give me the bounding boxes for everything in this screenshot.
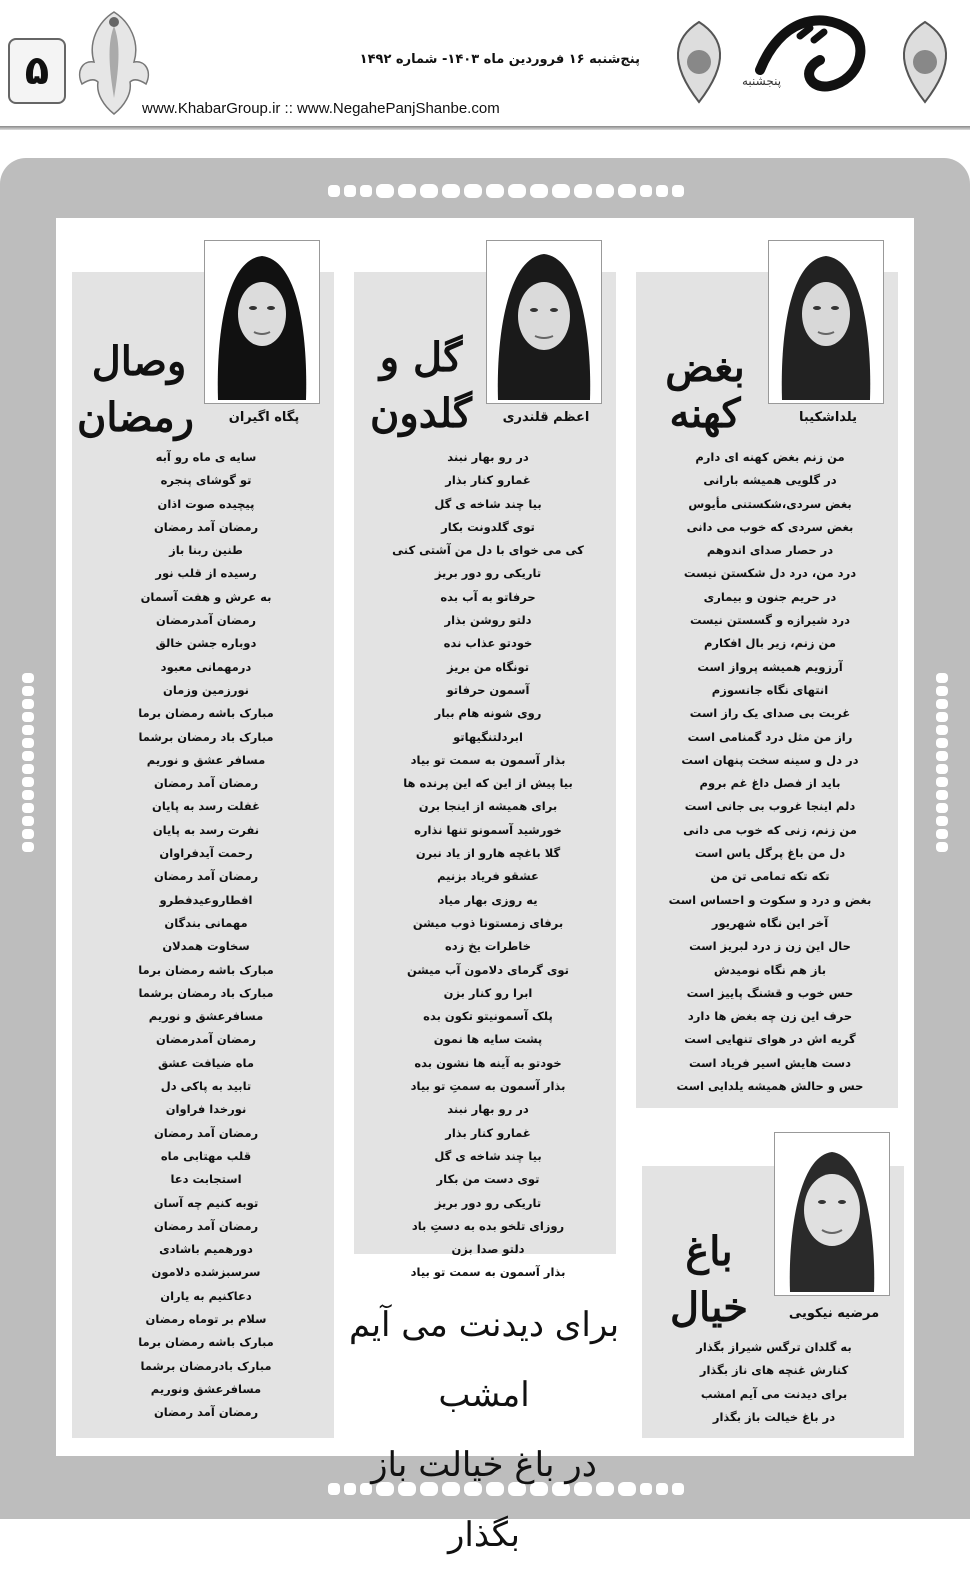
poem-title: گل و	[379, 334, 463, 381]
poem-line: در حصار صدای اندوهم	[706, 543, 834, 558]
poem-line: روی شونه هام ببار	[434, 706, 542, 721]
page-number: ۵	[8, 38, 66, 104]
poem-line: من زنم، زیر بال افکارم	[703, 636, 837, 651]
pull-quote-line: برای دیدنت می آیم امشب	[348, 1305, 620, 1415]
poem-line: دلتو صدا بزن	[451, 1242, 525, 1257]
poem-lines	[652, 1336, 896, 1429]
poem-line: رمضان آمد رمضان	[153, 1405, 259, 1420]
poem-line: برفای زمستونا ذوب میشن	[412, 915, 564, 930]
poem-line: رمضان آمد رمضان	[153, 519, 259, 534]
poem-title: کهنه	[669, 390, 741, 437]
poem-line: رمضان آمد رمضان	[153, 1218, 259, 1233]
poem-line: گریه اش در هوای تنهایی است	[684, 1032, 856, 1047]
website-links[interactable]: www.KhabarGroup.ir :: www.NegahePanjShanbe.com	[142, 100, 500, 117]
poem-lines	[82, 446, 330, 1424]
poem-line: دل من باغ پرگل یاس است	[694, 846, 846, 861]
poem-line: دوباره جشن خالق	[155, 636, 257, 651]
poem-line: برای همیشه از اینجا برن	[418, 799, 558, 814]
poem-line: بذار آسمون به سمتِ تو بیاد	[410, 1079, 566, 1094]
poem-line: رحمت آیدفراوان	[159, 846, 253, 861]
poem-line: آخر این نگاه شهریور	[711, 915, 829, 930]
poem-line: مبارک باشه رمضان برما	[138, 1335, 274, 1350]
poem-line: بذار آسمون به سمت تو بیاد	[410, 752, 566, 767]
poem-line: در دل و سینه سخت پنهان است	[681, 752, 859, 767]
poem-line: عشقو فریاد بزنیم	[437, 869, 539, 884]
poem-line: پشت سایه ها نمون	[433, 1032, 543, 1047]
poem-line: به عرش و هفت آسمان	[140, 589, 272, 604]
poem-line: خورشید آسمونو تنها نذاره	[414, 822, 562, 837]
ornament-icon	[664, 18, 734, 106]
poem-line: مبارک باد رمضان برشما	[138, 729, 274, 744]
poem-line: به گلدان ترگس شیراز بگذار	[696, 1340, 852, 1354]
poem-line: من زنم بغض کهنه ای دارم	[695, 450, 845, 464]
poem-lines	[364, 446, 612, 1285]
poem-line: باز هم نگاه نومیدش	[713, 962, 827, 977]
poem-line: مبارک باد رمضان برشما	[138, 985, 274, 1000]
poem-line: سلام بر توماه رمضان	[145, 1311, 267, 1326]
poem-line: خودتو به آینه ها نشون بده	[414, 1055, 562, 1070]
poem-line: انتهای نگاه جانسوزم	[711, 682, 829, 697]
poem-title: باغ	[685, 1228, 733, 1275]
poem-line: خاطرات یخ زده	[444, 939, 531, 954]
poem-line: رمضان آمدرمضان	[155, 613, 257, 628]
poem-line: غمارو کنار بذار	[445, 473, 531, 488]
poem-title: خیال	[669, 1284, 749, 1331]
poem-line: برای دیدنت می آیم امشب	[700, 1386, 848, 1401]
poem-line: بغض سردی که خوب می دانی	[686, 519, 854, 534]
author-photo	[204, 240, 320, 404]
poem-line: بیا چند شاخه ی گل	[434, 1148, 542, 1163]
poem-line: پیچیده صوت اذان	[157, 496, 255, 511]
poem-line: غربت بی صدای یک راز است	[689, 706, 851, 721]
poem-line: حرفاتو به آب بده	[440, 589, 536, 604]
top-ornament-dots	[326, 180, 686, 198]
poem-line: طنین ربنا باز	[169, 543, 243, 558]
poem-line: قلب مهتابی ماه	[160, 1148, 252, 1163]
poem-line: بغض و درد و سکوت و احساس است	[668, 892, 872, 907]
poem-line: مبارک بادرمضان برشما	[140, 1358, 272, 1373]
poem-line: مسافرعشق و نوریم	[148, 1009, 264, 1024]
poem-line: بیا چند شاخه ی گل	[434, 496, 542, 511]
poem-line: بیا پیش از این که این پرنده ها	[403, 776, 573, 791]
poem-line: مبارک باشه رمضان برما	[138, 706, 274, 721]
poem-line: درد من، درد دل شکستن نیست	[683, 566, 857, 581]
poem-line: مسافرعشق ونوریم	[150, 1381, 262, 1396]
poem-title: وصال	[91, 338, 187, 385]
poem-line: آسمون حرفاتو	[446, 682, 530, 697]
poem-line: دلتو روشن بذار	[444, 613, 532, 628]
poem-line: رمضان آمد رمضان	[153, 1125, 259, 1140]
poem-line: دست هایش اسیر فریاد است	[688, 1055, 851, 1070]
poem-line: نورزمین وزمان	[163, 682, 249, 697]
poem-line: در رو بهار نبند	[447, 450, 529, 464]
author-photo	[486, 240, 602, 404]
poem-line: کنارش غنچه های ناز بگذار	[699, 1363, 849, 1378]
poem-line: رمضان آمد رمضان	[153, 869, 259, 884]
poem-line: نورخدا فراوان	[165, 1102, 247, 1117]
pull-quote-line: در باغ خیالت باز بگذار	[371, 1445, 597, 1555]
poem-line: افطاروعیدفطرو	[159, 892, 253, 907]
poem-line: نفرت رسد به پایان	[152, 822, 260, 837]
poem-line: تو گوشای پنجره	[160, 473, 252, 488]
poem-line: در باغ خیالت باز بگذار	[712, 1409, 836, 1424]
author-photo	[774, 1132, 890, 1296]
poem-line: ابرا رو کنار بزن	[443, 985, 533, 1000]
poem-line: استجابت دعا	[170, 1172, 242, 1187]
poem-line: تکه تکه تمامی تن من	[710, 869, 830, 884]
poem-line: روزای تلخو بده به دستِ باد	[411, 1218, 565, 1233]
poem-line: مسافر عشق و نوریم	[146, 752, 266, 767]
poem-line: ابردلتنگیهاتو	[453, 729, 523, 744]
poem-line: آرزویم همیشه پرواز است	[697, 659, 843, 674]
poem-title: رمضان	[77, 394, 194, 441]
poem-line: تاریکی رو دور بریز	[434, 566, 542, 581]
poem-line: راز من مثل درد گمنامی است	[687, 729, 853, 744]
poem-line: در گلویی همیشه بارانی	[703, 473, 837, 488]
poem-line: حرف این زن چه بغض ها دارد	[687, 1009, 853, 1024]
poem-line: در حریم جنون و بیماری	[703, 589, 837, 604]
poem-line: تونگاه من بریز	[446, 659, 530, 674]
poem-line: در رو بهار نبند	[447, 1102, 529, 1117]
right-ornament-dots	[934, 670, 950, 855]
poem-line: حس خوب و قشنگ پاییز است	[686, 985, 854, 1000]
poem-line: درد شیرازه و گسستن نیست	[689, 613, 851, 628]
poem-line: حس و حالش همیشه یلدایی است	[676, 1079, 864, 1094]
author-name: مرضیه نیکویی	[788, 1306, 880, 1321]
poem-line: بذار آسمون به سمت تو بیاد	[410, 1265, 566, 1280]
poem-title: بغض	[665, 344, 745, 391]
poem-line: توی گرمای دلامون آب میشن	[407, 962, 569, 977]
poem-line: کی می خوای با دل من آشتی کنی	[392, 543, 584, 558]
poem-line: تاریکی رو دور بریز	[434, 1195, 542, 1210]
poem-line: سرسبزشده دلامون	[151, 1265, 261, 1280]
poem-line: رمضان آمد رمضان	[153, 776, 259, 791]
poem-line: تابید به پاکی دل	[160, 1079, 252, 1094]
poem-line: درمهمانی معبود	[160, 659, 252, 674]
author-name: پگاه اگیران	[228, 410, 300, 425]
poem-line: مهمانی بندگان	[164, 915, 248, 930]
logo-subtitle: پنجشنبه	[742, 74, 782, 88]
poem-line: توبه کنیم چه آسان	[153, 1195, 259, 1210]
header-rule	[0, 126, 970, 130]
poem-line: توی دست من بکار	[436, 1172, 540, 1187]
poem-line: غمارو کنار بذار	[445, 1125, 531, 1140]
newspaper-logo	[740, 0, 890, 120]
ornament-icon	[890, 18, 960, 106]
poem-line: دلم اینجا غروب بی جانی است	[684, 799, 856, 814]
poem-line: دورهمیم باشادی	[159, 1242, 253, 1257]
poem-line: پلک آسمونیتو تکون بده	[423, 1009, 553, 1024]
author-photo	[768, 240, 884, 404]
poem-line: سایه ی ماه رو آبه	[155, 450, 257, 464]
poem-line: توی گلدونت بکار	[441, 519, 535, 534]
poem-line: رسیده از قلب نور	[155, 566, 257, 581]
author-name: اعظم قلندری	[502, 410, 590, 425]
poem-title: گلدون	[370, 390, 472, 437]
poem-line: من زنم، زنی که خوب می دانی	[683, 822, 857, 837]
poem-line: گلا باغچه هارو از یاد نبرن	[415, 846, 561, 861]
poem-line: رمضان آمدرمضان	[155, 1032, 257, 1047]
poem-line: ماه ضیافت عشق	[158, 1055, 254, 1070]
poem-line: مبارک باشه رمضان برما	[138, 962, 274, 977]
poem-line: سخاوت همدلان	[162, 939, 250, 954]
issue-dateline: پنج‌شنبه ۱۶ فروردین ماه ۱۴۰۳- شماره ۱۴۹۲	[359, 52, 640, 67]
left-ornament-dots	[20, 670, 36, 855]
poem-line: دعاکنیم به یاران	[160, 1288, 252, 1303]
poem-line: غفلت رسد به پایان	[152, 799, 260, 814]
poem-lines	[646, 446, 894, 1098]
pull-quote	[346, 1290, 622, 1570]
poem-line: بغض سردی،شکستنی مأیوس	[688, 496, 852, 511]
poem-line: خودتو عذاب نده	[443, 636, 533, 651]
masthead	[0, 0, 970, 128]
poem-line: یه روزی بهار میاد	[438, 892, 538, 907]
poem-line: باید از فصل داغ غم بروم	[699, 776, 841, 791]
poem-line: حال این زن ز درد لبریز است	[689, 939, 851, 954]
author-name: یلداشکیبا	[799, 410, 857, 425]
